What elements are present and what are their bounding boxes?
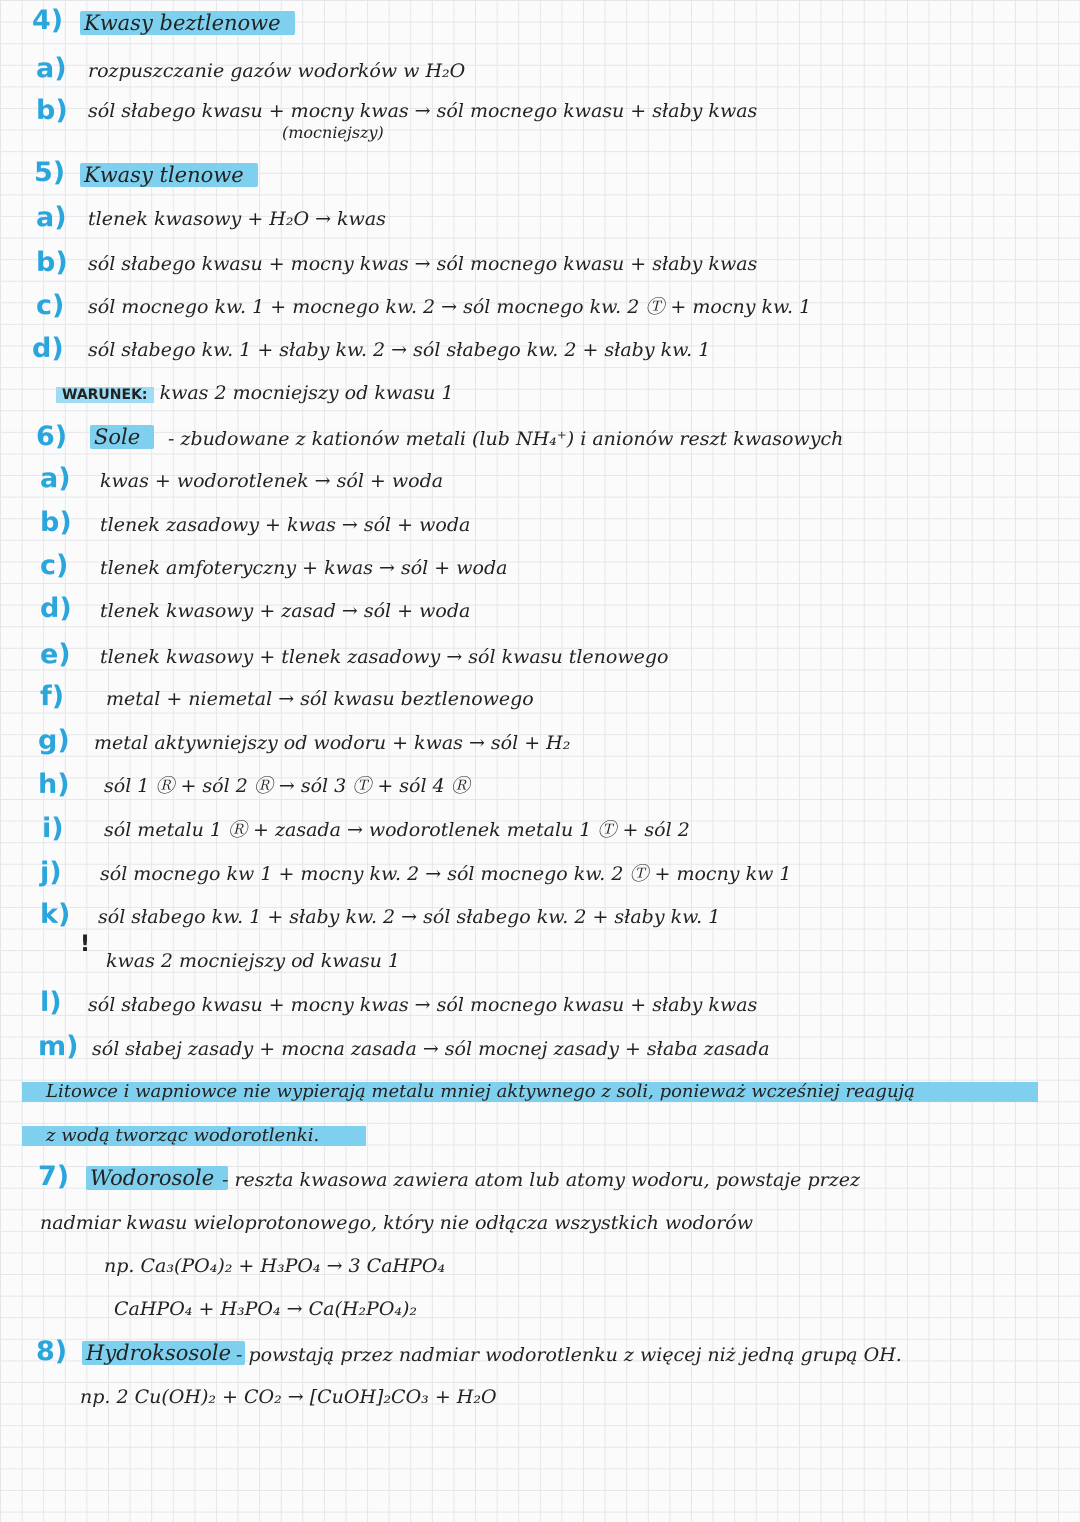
section-7-example-1: np. Ca₃(PO₄)₂ + H₃PO₄ → 3 CaHPO₄ — [104, 1255, 446, 1277]
section-5-title: Kwasy tlenowe — [80, 162, 258, 188]
item-6j-text: sól mocnego kw 1 + mocny kw. 2 → sól mocnego kw. 2 Ⓣ + mocny kw 1 — [100, 863, 792, 885]
item-4a-text: rozpuszczanie gazów wodorków w H₂O — [88, 60, 466, 82]
item-6i-marker: i) — [42, 813, 64, 844]
item-6b-marker: b) — [40, 507, 72, 538]
item-6l-marker: l) — [40, 987, 62, 1018]
item-6a-text: kwas + wodorotlenek → sól + woda — [100, 470, 444, 492]
item-6m-text: sól słabej zasady + mocna zasada → sól mocnej zasady + słaba zasada — [92, 1038, 770, 1060]
item-6f-marker: f) — [40, 681, 65, 712]
item-6k-marker: k) — [40, 899, 71, 930]
item-6l-text: sól słabego kwasu + mocny kwas → sól mocnego kwasu + słaby kwas — [88, 994, 758, 1016]
section-7-description: - reszta kwasowa zawiera atom lub atomy wodoru, powstaje przez — [222, 1169, 860, 1191]
item-6c-text: tlenek amfoteryczny + kwas → sól + woda — [100, 557, 508, 579]
section-6-description: - zbudowane z kationów metali (lub NH₄⁺) i anionów reszt kwasowych — [168, 428, 844, 450]
highlight-text-1: Litowce i wapniowce nie wypierają metalu mniej aktywnego z soli, ponieważ wcześniej reagują — [46, 1081, 915, 1102]
item-6b-text: tlenek zasadowy + kwas → sól + woda — [100, 514, 471, 536]
section-6-title: Sole — [90, 424, 154, 450]
item-6d-text: tlenek kwasowy + zasad → sól + woda — [100, 600, 471, 622]
item-6g-text: metal aktywniejszy od wodoru + kwas → sól + H₂ — [94, 732, 571, 754]
item-6h-text: sól 1 Ⓡ + sól 2 Ⓡ → sól 3 Ⓣ + sól 4 Ⓡ — [104, 775, 470, 797]
section-7-example-2: CaHPO₄ + H₃PO₄ → Ca(H₂PO₄)₂ — [114, 1298, 418, 1320]
condition-label: WARUNEK: — [56, 387, 154, 403]
item-4b-marker: b) — [36, 95, 68, 126]
warning-exclamation: ! — [80, 932, 91, 957]
item-6h-marker: h) — [38, 769, 70, 800]
section-7-number: 7) — [38, 1161, 70, 1192]
item-6e-text: tlenek kwasowy + tlenek zasadowy → sól kwasu tlenowego — [100, 646, 669, 668]
section-6-number: 6) — [36, 421, 68, 452]
section-5-number: 5) — [34, 157, 66, 188]
item-6j-marker: j) — [40, 857, 62, 888]
item-6a-marker: a) — [40, 463, 71, 494]
item-5a-marker: a) — [36, 202, 67, 233]
item-5d-marker: d) — [32, 333, 64, 364]
condition-line — [56, 380, 454, 408]
item-5d-text: sól słabego kw. 1 + słaby kw. 2 → sól słabego kw. 2 + słaby kw. 1 — [88, 339, 711, 361]
item-6e-marker: e) — [40, 639, 71, 670]
item-5a-text: tlenek kwasowy + H₂O → kwas — [88, 208, 386, 230]
item-6i-text: sól metalu 1 Ⓡ + zasada → wodorotlenek metalu 1 Ⓣ + sól 2 — [104, 819, 690, 841]
item-4b-text: sól słabego kwasu + mocny kwas → sól mocnego kwasu + słaby kwas — [88, 100, 758, 122]
section-8-example-1: np. 2 Cu(OH)₂ + CO₂ → [CuOH]₂CO₃ + H₂O — [80, 1386, 497, 1408]
section-8-description: - powstają przez nadmiar wodorotlenku z więcej niż jedną grupą OH. — [236, 1344, 902, 1366]
item-6k-text: sól słabego kw. 1 + słaby kw. 2 → sól słabego kw. 2 + słaby kw. 1 — [98, 906, 721, 928]
section-4-number: 4) — [32, 5, 64, 36]
item-6-note: kwas 2 mocniejszy od kwasu 1 — [106, 950, 400, 972]
item-4a-marker: a) — [36, 53, 67, 84]
section-8-title: Hydroksosole — [82, 1340, 245, 1366]
item-6d-marker: d) — [40, 593, 72, 624]
item-6f-text: metal + niemetal → sól kwasu beztlenowego — [106, 688, 534, 710]
condition-text: kwas 2 mocniejszy od kwasu 1 — [159, 382, 454, 404]
highlight-text-2: z wodą tworząc wodorotlenki. — [46, 1125, 320, 1146]
item-5b-text: sól słabego kwasu + mocny kwas → sól mocnego kwasu + słaby kwas — [88, 253, 758, 275]
item-5b-marker: b) — [36, 247, 68, 278]
section-4-title: Kwasy beztlenowe — [80, 10, 295, 36]
item-5c-text: sól mocnego kw. 1 + mocnego kw. 2 → sól mocnego kw. 2 Ⓣ + mocny kw. 1 — [88, 296, 812, 318]
item-6g-marker: g) — [38, 725, 70, 756]
section-8-number: 8) — [36, 1336, 68, 1367]
item-6m-marker: m) — [38, 1031, 79, 1062]
item-4b-note: (mocniejszy) — [282, 123, 384, 142]
item-6c-marker: c) — [40, 550, 69, 581]
section-7-description-cont: nadmiar kwasu wieloprotonowego, który nie odłącza wszystkich wodorów — [40, 1212, 754, 1234]
section-7-title: Wodorosole — [86, 1165, 228, 1191]
item-5c-marker: c) — [36, 290, 65, 321]
